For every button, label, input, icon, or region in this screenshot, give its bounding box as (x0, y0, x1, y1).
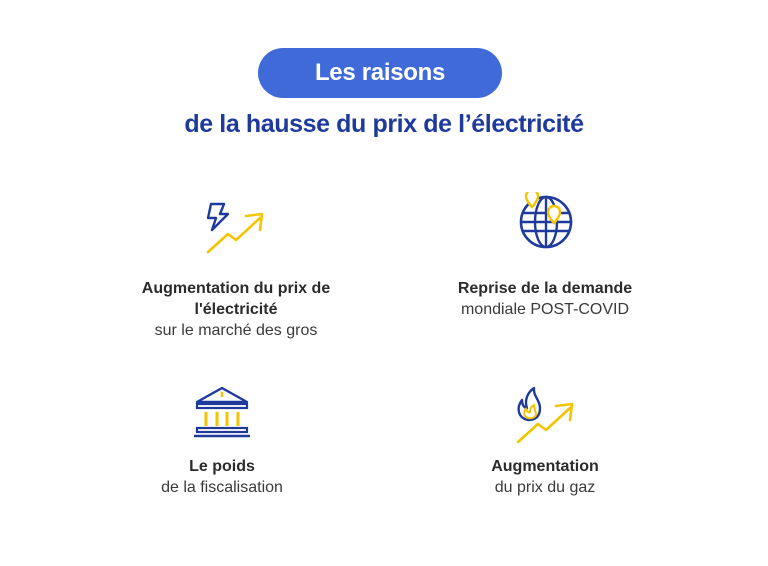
caption-2-bold: Reprise de la demande (457, 280, 633, 297)
caption-3-bold: Le poids (189, 458, 255, 475)
caption-1-bold-line-1: Augmentation du prix de (141, 280, 331, 297)
flame-rising-arrow-icon (512, 384, 578, 446)
caption-3-normal: de la fiscalisation (161, 479, 283, 496)
title-pill-label: Les raisons (314, 59, 446, 86)
institution-building-icon (192, 384, 252, 440)
caption-4-bold: Augmentation (491, 458, 599, 475)
page-subtitle: de la hausse du prix de l’électricité (184, 110, 584, 138)
lightning-rising-arrow-icon (202, 200, 268, 256)
caption-4-normal: du prix du gaz (494, 479, 596, 496)
caption-2-normal: mondiale POST-COVID (460, 301, 630, 318)
globe-location-pins-icon (514, 192, 578, 252)
title-pill (258, 48, 502, 98)
caption-1-bold-line-2: l'électricité (194, 301, 278, 318)
caption-1-normal: sur le marché des gros (154, 322, 318, 339)
caption-taxation (122, 456, 322, 498)
caption-gas-price (445, 456, 645, 498)
caption-global-demand (420, 278, 670, 320)
caption-electricity-price (110, 278, 362, 341)
